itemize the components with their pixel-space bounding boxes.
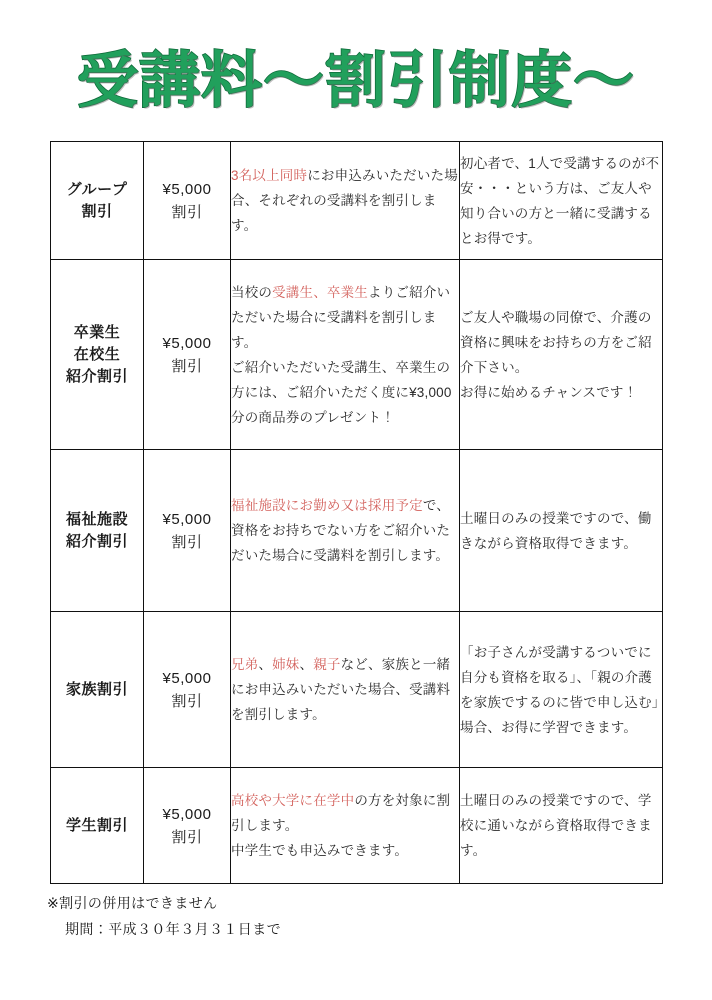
discount-amount-value: ¥5,000 [162, 510, 212, 528]
discount-name-line: 福祉施設 [65, 510, 128, 528]
description-highlight: 受講生、卒業生 [272, 284, 369, 300]
discount-name-line: 紹介割引 [65, 367, 128, 385]
description-highlight: 兄弟 [231, 657, 259, 672]
discount-name-line: 卒業生 [73, 323, 121, 341]
discount-description-cell [231, 450, 460, 612]
discount-amount-label: 割引 [171, 692, 203, 710]
discount-name-cell [51, 142, 144, 260]
discount-amount-label: 割引 [171, 533, 203, 551]
description-text-secondary: ご紹介いただいた受講生、卒業生の方には、ご紹介いただく度に¥3,000 分の商品券のプレゼント！ [231, 359, 452, 425]
table-row [51, 260, 663, 450]
discount-amount-label: 割引 [171, 357, 203, 375]
footer-notes [47, 890, 281, 942]
discount-amount-value: ¥5,000 [162, 180, 212, 198]
description-highlight: 高校や大学に在学中 [231, 793, 355, 808]
table-row [51, 768, 663, 884]
discount-note-cell [460, 260, 663, 450]
discount-table [50, 141, 663, 884]
discount-amount-value: ¥5,000 [162, 805, 212, 823]
discount-name-line: 紹介割引 [65, 532, 128, 550]
discount-name-cell [51, 768, 144, 884]
footer-note-period: 期間：平成３０年３月３１日まで [65, 921, 281, 937]
discount-name-line: 家族割引 [65, 680, 128, 698]
discount-amount-cell [144, 260, 231, 450]
table-row [51, 142, 663, 260]
note-text: 「お子さんが受講するついでに自分も資格を取る」、「親の介護を家族でするのに皆で申し込む」場合、お得に学習できます。 [460, 644, 659, 735]
discount-description-cell [231, 768, 460, 884]
discount-name-line: 在校生 [73, 345, 121, 363]
description-prefix: 当校の [231, 284, 273, 300]
discount-name-line: 学生割引 [65, 816, 128, 834]
description-highlight: 姉妹 [272, 657, 300, 672]
description-separator: 、 [258, 657, 273, 672]
discount-amount-cell [144, 768, 231, 884]
discount-amount-value: ¥5,000 [162, 669, 212, 687]
note-text-secondary: お得に始めるチャンスです！ [460, 384, 638, 400]
discount-description-cell [231, 612, 460, 768]
description-highlight: 親子 [313, 657, 341, 672]
discount-name-cell [51, 450, 144, 612]
note-text: 土曜日のみの授業ですので、働きながら資格取得できます。 [460, 510, 652, 551]
note-text: 初心者で、1人で受講するのが不安・・・という方は、ご友人や知り合いの方と一緒に受講するとお得です。 [460, 155, 660, 246]
discount-name-cell [51, 612, 144, 768]
discount-note-cell [460, 768, 663, 884]
footer-note-combination: ※割引の併用はできません [47, 895, 218, 911]
discount-note-cell [460, 612, 663, 768]
description-highlight: 福祉施設にお勤め又は採用予定 [231, 498, 423, 513]
description-text: の方を対象に割引します。 [231, 793, 451, 833]
discount-amount-value: ¥5,000 [162, 334, 212, 352]
discount-name-cell [51, 260, 144, 450]
page-title: 受講料～割引制度～ [76, 46, 635, 114]
description-text: よりご紹介いただいた場合に受講料を割引します。 [231, 284, 451, 350]
table-row [51, 612, 663, 768]
discount-name-line: 割引 [81, 202, 113, 220]
discount-note-cell [460, 450, 663, 612]
description-highlight: 3名以上同時 [231, 168, 308, 183]
note-text: 土曜日のみの授業ですので、学校に通いながら資格取得できます。 [460, 793, 652, 858]
discount-amount-cell [144, 450, 231, 612]
description-separator: 、 [299, 657, 314, 672]
description-text: など、家族と一緒にお申込みいただいた場合、受講料を割引します。 [231, 657, 451, 722]
discount-amount-label: 割引 [171, 828, 203, 846]
description-text: で、資格をお持ちでない方をご紹介いただいた場合に受講料を割引します。 [231, 498, 451, 563]
note-text: ご友人や職場の同僚で、介護の資格に興味をお持ちの方をご紹介下さい。 [460, 309, 652, 375]
description-text: にお申込みいただいた場合、それぞれの受講料を割引します。 [231, 168, 458, 233]
discount-note-cell [460, 142, 663, 260]
discount-amount-label: 割引 [171, 203, 203, 221]
discount-description-cell [231, 260, 460, 450]
discount-amount-cell [144, 142, 231, 260]
discount-name-line: グループ [66, 180, 128, 198]
discount-description-cell [231, 142, 460, 260]
discount-amount-cell [144, 612, 231, 768]
table-row [51, 450, 663, 612]
description-text-secondary: 中学生でも申込みできます。 [231, 843, 409, 858]
